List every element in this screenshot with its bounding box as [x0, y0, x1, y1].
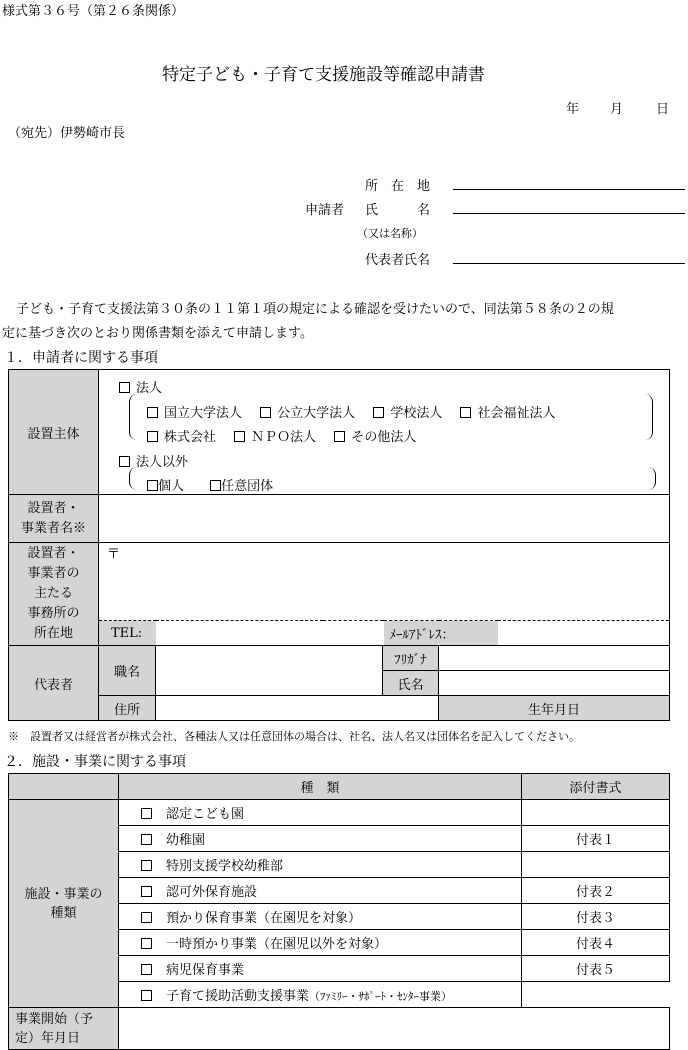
checkbox-icon[interactable] — [141, 938, 152, 949]
checkbox-icon[interactable] — [260, 407, 271, 418]
facility-row[interactable]: 幼稚園 — [119, 826, 522, 852]
checkbox-icon[interactable] — [234, 431, 245, 442]
date-year: 年 — [566, 102, 580, 117]
type-header: 種 類 — [119, 774, 522, 800]
date-day: 日 — [656, 102, 670, 117]
form-number: 様式第３６号（第２６条関係） — [2, 4, 185, 19]
left-brace — [129, 467, 138, 490]
applicant-name-field[interactable] — [453, 213, 685, 214]
applicant-address-label: 所 在 地 — [365, 179, 431, 194]
checkbox-icon[interactable] — [141, 912, 152, 923]
rep-address-field[interactable] — [156, 696, 439, 721]
non-corp-types — [147, 475, 287, 494]
facility-row[interactable]: 預かり保育事業（在園児を対象） — [119, 904, 522, 930]
checkbox-icon[interactable] — [141, 808, 152, 819]
rep-name-field[interactable] — [453, 263, 685, 264]
checkbox-icon[interactable] — [334, 431, 345, 442]
section2-heading: ２．施設・事業に関する事項 — [4, 754, 186, 770]
applicant-table — [8, 369, 670, 721]
date-month: 月 — [610, 102, 624, 117]
checkbox-icon[interactable] — [119, 382, 130, 393]
corp-option[interactable] — [119, 377, 162, 396]
facility-row[interactable]: 一時預かり事業（在園児以外を対象） — [119, 930, 522, 956]
facility-row[interactable]: 病児保育事業 — [119, 956, 522, 982]
operator-name-field[interactable] — [99, 495, 670, 543]
email-label: ﾒｰﾙｱﾄﾞﾚｽ： — [384, 621, 498, 646]
corp-type-national-univ[interactable]: 国立大学法人 — [147, 402, 242, 421]
operator-name-label: 設置者・ 事業者名※ — [9, 495, 99, 543]
checkbox-icon[interactable] — [119, 456, 130, 467]
facility-attach — [522, 982, 670, 1008]
facility-row[interactable]: 認可外保育施設 — [119, 878, 522, 904]
non-corp-option[interactable] — [119, 451, 188, 470]
intro-text-1: 子ども・子育て支援法第３０条の１１第１項の規定による確認を受けたいので、同法第５８条の２の規 — [16, 302, 614, 317]
tel-label: TEL: — [99, 621, 156, 646]
right-brace — [647, 467, 656, 490]
checkbox-icon[interactable] — [460, 407, 471, 418]
facility-row[interactable]: 特別支援学校幼稚部 — [119, 852, 522, 878]
attach-header: 添付書式 — [522, 774, 670, 800]
facility-attach: 付表５ — [522, 956, 670, 982]
corp-label: 法人 — [136, 381, 163, 396]
corp-types-row1 — [147, 402, 569, 421]
furigana-field[interactable] — [439, 646, 670, 671]
non-corp-type-group[interactable]: 任意団体 — [210, 475, 273, 494]
facility-row[interactable]: 認定こども園 — [119, 800, 522, 826]
email-field[interactable] — [498, 621, 670, 646]
office-address-field[interactable] — [99, 543, 670, 621]
rep-name-label: 代表者氏名 — [365, 253, 431, 268]
checkbox-icon[interactable] — [210, 480, 221, 491]
facility-attach: 付表４ — [522, 930, 670, 956]
checkbox-icon[interactable] — [141, 886, 152, 897]
facility-attach: 付表２ — [522, 878, 670, 904]
rep-address-label: 住所 — [99, 696, 156, 721]
corp-type-other[interactable]: その他法人 — [334, 426, 416, 445]
applicant-alias-label: （又は名称） — [357, 227, 423, 240]
non-corp-type-individual[interactable]: 個人 — [147, 475, 184, 494]
birthdate-label: 生年月日 — [439, 696, 670, 721]
left-brace — [129, 394, 138, 440]
representative-label: 代表者 — [9, 646, 99, 721]
facility-header-blank — [9, 774, 119, 800]
furigana-label: ﾌﾘｶﾞﾅ — [383, 646, 439, 671]
facility-attach: 付表１ — [522, 826, 670, 852]
position-label: 職名 — [99, 646, 156, 696]
position-field[interactable] — [156, 646, 383, 696]
page-title: 特定子ども・子育て支援施設等確認申請書 — [162, 65, 485, 85]
start-date-label: 事業開始（予 定）年月日 — [9, 1008, 119, 1050]
intro-text-2: 定に基づき次のとおり関係書類を添えて申請します。 — [2, 326, 313, 341]
facility-attach — [522, 800, 670, 826]
postal-mark: 〒 — [107, 547, 121, 562]
checkbox-icon[interactable] — [147, 407, 158, 418]
addressee: （宛先）伊勢崎市長 — [8, 126, 126, 141]
facility-table — [8, 773, 670, 1050]
checkbox-icon[interactable] — [141, 990, 152, 1001]
corp-type-public-univ[interactable]: 公立大学法人 — [260, 402, 355, 421]
office-address-label: 設置者・ 事業者の 主たる 事務所の 所在地 — [9, 543, 99, 646]
facility-attach: 付表３ — [522, 904, 670, 930]
corp-types-row2 — [147, 426, 430, 445]
checkbox-icon[interactable] — [141, 834, 152, 845]
establisher-label: 設置主体 — [9, 370, 99, 495]
checkbox-icon[interactable] — [147, 480, 158, 491]
section1-heading: １．申請者に関する事項 — [4, 350, 158, 366]
facility-row[interactable]: 子育て援助活動支援事業（ﾌｧﾐﾘｰ・ｻﾎﾟｰﾄ・ｾﾝﾀｰ事業） — [119, 982, 522, 1008]
rep-name-cell-label: 氏名 — [383, 671, 439, 696]
rep-name-cell-field[interactable] — [439, 671, 670, 696]
start-date-field[interactable] — [119, 1008, 670, 1050]
checkbox-icon[interactable] — [373, 407, 384, 418]
facility-attach — [522, 852, 670, 878]
right-brace — [644, 394, 653, 440]
non-corp-label: 法人以外 — [136, 455, 189, 470]
corp-type-school[interactable]: 学校法人 — [373, 402, 442, 421]
applicant-address-field[interactable] — [453, 189, 685, 190]
applicant-label: 申請者 — [305, 203, 345, 218]
applicant-name-label: 氏 名 — [365, 203, 431, 218]
checkbox-icon[interactable] — [141, 964, 152, 975]
tel-field[interactable] — [156, 621, 384, 646]
corp-type-npo[interactable]: ＮＰＯ法人 — [234, 426, 316, 445]
checkbox-icon[interactable] — [141, 860, 152, 871]
corp-type-welfare[interactable]: 社会福祉法人 — [460, 402, 555, 421]
checkbox-icon[interactable] — [147, 431, 158, 442]
corp-type-stock[interactable]: 株式会社 — [147, 426, 216, 445]
facility-type-label: 施設・事業の 種類 — [9, 800, 119, 1008]
note-text: ※ 設置者又は経営者が株式会社、各種法人又は任意団体の場合は、社名、法人名又は団体名を記入してください。 — [8, 730, 580, 743]
establisher-options — [99, 370, 670, 495]
